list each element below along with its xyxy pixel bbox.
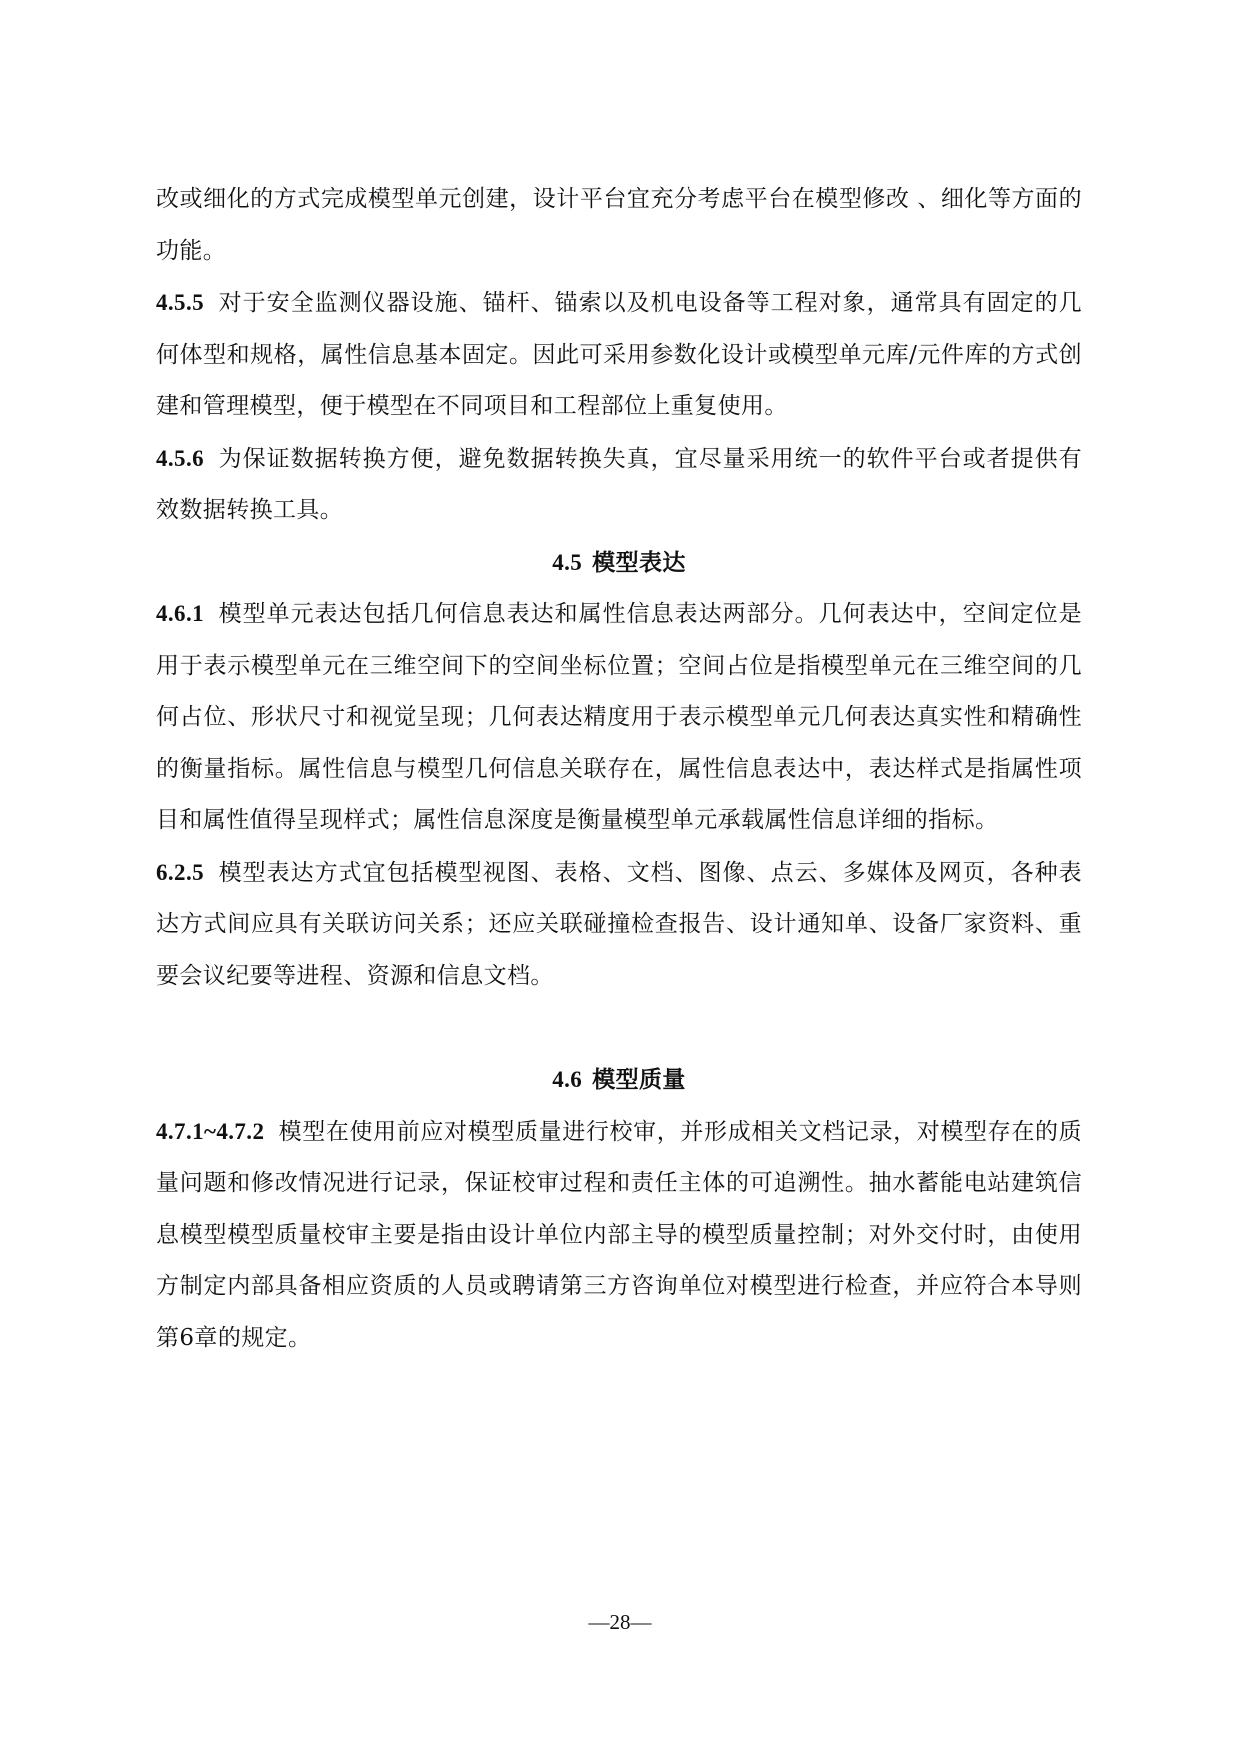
clause-text: 模型单元表达包括几何信息表达和属性信息表达两部分。几何表达中，空间定位是用于表示模型单元在三维空间下的空间坐标位置；空间占位是指模型单元在三维空间的几何占位、形状尺寸和视觉呈现；几何表达精度用于表示模型单元几何表达真实性和精确性的衡量指标。属性信息与模型几何信息关联存在，属性信息表达中，表达样式是指属性项目和属性值得呈现样式；属性信息深度是衡量模型单元承载属性信息详细的指标。: [156, 601, 1082, 833]
page-content: [156, 174, 1082, 1364]
clause-number: 6.2.5: [156, 859, 204, 885]
clause-4-5-5: [156, 277, 1082, 433]
section-heading-4-5: [156, 537, 1082, 589]
paragraph-continued: [156, 174, 1082, 277]
clause-number: 4.6.1: [156, 601, 204, 626]
clause-text: 模型表达方式宜包括模型视图、表格、文档、图像、点云、多媒体及网页，各种表达方式间应具有关联访问关系；还应关联碰撞检查报告、设计通知单、设备厂家资料、重要会议纪要等进程、资源和信息文档。: [156, 859, 1082, 989]
section-number: 4.5: [552, 549, 583, 575]
page-number: —28—: [588, 1610, 652, 1634]
clause-text: 为保证数据转换方便，避免数据转换失真，宜尽量采用统一的软件平台或者提供有效数据转换工具。: [156, 445, 1082, 523]
clause-number: 4.7.1~4.7.2: [156, 1118, 265, 1144]
clause-4-7-1: [156, 1106, 1082, 1365]
paragraph-text: 改或细化的方式完成模型单元创建，设计平台宜充分考虑平台在模型修改 、细化等方面的功能。: [156, 186, 1082, 264]
section-heading-4-6: [156, 1054, 1082, 1106]
section-title: 模型表达: [592, 548, 686, 576]
section-spacer: [156, 1002, 1082, 1054]
clause-number: 4.5.5: [156, 290, 204, 315]
clause-text: 对于安全监测仪器设施、锚杆、锚索以及机电设备等工程对象，通常具有固定的几何体型和规格，属性信息基本固定。因此可采用参数化设计或模型单元库/元件库的方式创建和管理模型，便于模型在不同项目和工程部位上重复使用。: [156, 290, 1082, 419]
section-title: 模型质量: [592, 1066, 686, 1093]
section-number: 4.6: [552, 1067, 583, 1092]
clause-6-2-5: [156, 847, 1082, 1003]
clause-4-5-6: [156, 433, 1082, 537]
clause-4-6-1: [156, 588, 1082, 847]
clause-number: 4.5.6: [156, 445, 204, 471]
clause-text: 模型在使用前应对模型质量进行校审，并形成相关文档记录，对模型存在的质量问题和修改情况进行记录，保证校审过程和责任主体的可追溯性。抽水蓄能电站建筑信息模型模型质量校审主要是指由设计单位内部主导的模型质量控制；对外交付时，由使用方制定内部具备相应资质的人员或聘请第三方咨询单位对模型进行检查，并应符合本导则第6章的规定。: [156, 1118, 1082, 1351]
